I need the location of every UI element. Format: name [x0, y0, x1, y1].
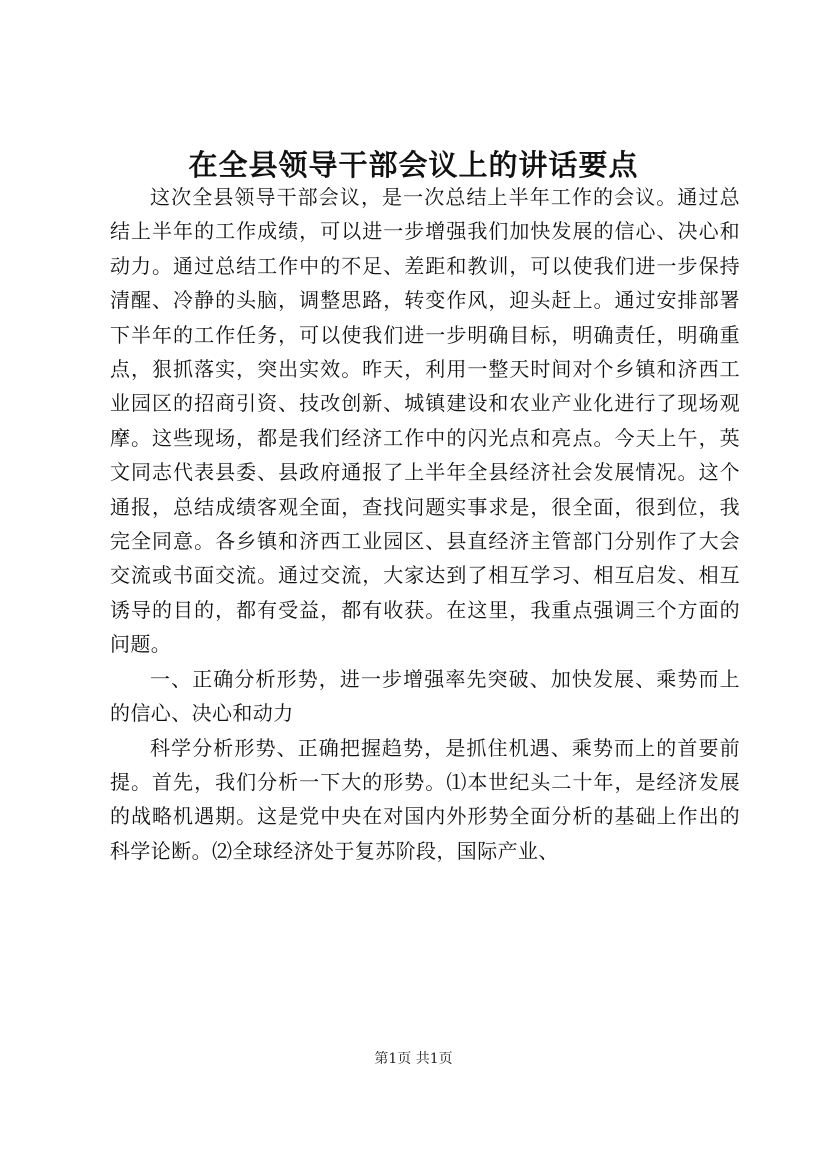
- document-body: [110, 180, 740, 868]
- document-title: 在全县领导干部会议上的讲话要点: [188, 148, 639, 182]
- paragraph-intro: 这次全县领导干部会议，是一次总结上半年工作的会议。通过总结上半年的工作成绩，可以进一步增强我们加快发展的信心、决心和动力。通过总结工作中的不足、差距和教训，可以使我们进一步保持清醒、冷静的头脑，调整思路，转变作风，迎头赶上。通过安排部署下半年的工作任务，可以使我们进一步明确目标，明确责任，明确重点，狠抓落实，突出实效。昨天，利用一整天时间对个乡镇和济西工业园区的招商引资、技改创新、城镇建设和农业产业化进行了现场观摩。这些现场，都是我们经济工作中的闪光点和亮点。今天上午，英文同志代表县委、县政府通报了上半年全县经济社会发展情况。这个通报，总结成绩客观全面，查找问题实事求是，很全面，很到位，我完全同意。各乡镇和济西工业园区、县直经济主管部门分别作了大会交流或书面交流。通过交流，大家达到了相互学习、相互启发、相互诱导的目的，都有受益，都有收获。在这里，我重点强调三个方面的问题。: [110, 185, 740, 657]
- paragraph-section-heading: 一、正确分析形势，进一步增强率先突破、加快发展、乘势而上的信心、决心和动力: [110, 666, 740, 726]
- page-footer: 第1页 共1页: [374, 1051, 453, 1067]
- paragraph-analysis: 科学分析形势、正确把握趋势，是抓住机遇、乘势而上的首要前提。首先，我们分析一下大的形势。⑴本世纪头二十年，是经济发展的战略机遇期。这是党中央在对国内外形势全面分析的基础上作出的科学论断。⑵全球经济处于复苏阶段，国际产业、: [110, 735, 740, 863]
